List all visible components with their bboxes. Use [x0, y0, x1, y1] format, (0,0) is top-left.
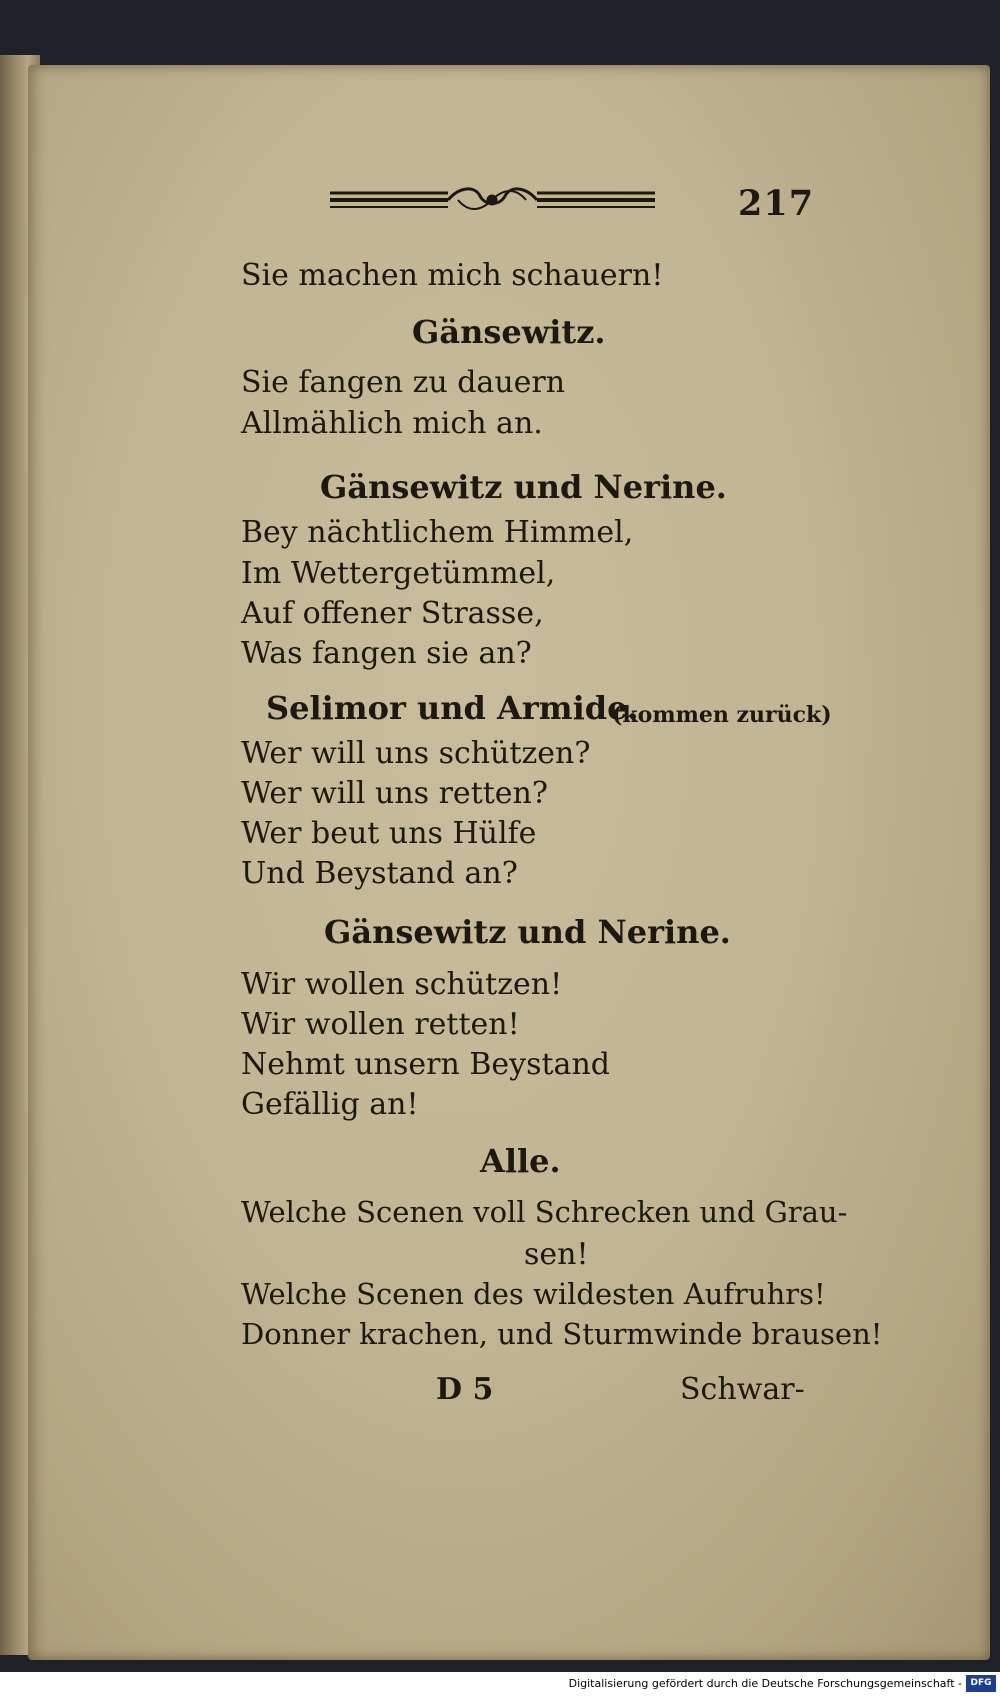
text-line: Gefällig an! — [241, 1087, 419, 1122]
text-line: Was fangen sie an? — [241, 636, 532, 671]
text-line: Im Wettergetümmel, — [241, 556, 556, 591]
text-line: Wer will uns retten? — [241, 776, 548, 811]
text-line: Allmählich mich an. — [241, 406, 543, 441]
text-line: sen! — [524, 1237, 589, 1272]
dfg-logo-icon: DFG — [966, 1675, 996, 1692]
text-line: Sie fangen zu dauern — [241, 365, 566, 400]
speaker-name: Selimor und Armide. — [266, 689, 639, 727]
text-line: Und Beystand an? — [241, 856, 518, 891]
text-line: Wer beut uns Hülfe — [241, 816, 537, 851]
text-line: Donner krachen, und Sturmwinde brausen! — [241, 1317, 883, 1351]
text-line: Welche Scenen voll Schrecken und Grau- — [241, 1195, 848, 1229]
stage-direction: (kommen zurück) — [612, 702, 832, 728]
catchword: Schwar- — [680, 1372, 805, 1407]
text-line: Nehmt unsern Beystand — [241, 1047, 610, 1082]
funding-credit: Digitalisierung gefördert durch die Deutsche Forschungsgemeinschaft - — [568, 1677, 962, 1690]
text-line: Wer will uns schützen? — [241, 736, 591, 771]
ornament-icon — [330, 182, 655, 218]
speaker-name: Alle. — [480, 1142, 561, 1180]
text-line: Bey nächtlichem Himmel, — [241, 515, 634, 550]
text-line: Wir wollen retten! — [241, 1007, 520, 1042]
speaker-name: Gänsewitz. — [412, 313, 606, 351]
page-number: 217 — [738, 183, 815, 224]
text-line: Sie machen mich schauern! — [241, 258, 664, 293]
text-line: Auf offener Strasse, — [241, 596, 544, 631]
speaker-name: Gänsewitz und Nerine. — [324, 913, 731, 951]
speaker-name: Gänsewitz und Nerine. — [320, 468, 727, 506]
text-line: Wir wollen schützen! — [241, 967, 563, 1002]
text-line: Welche Scenen des wildesten Aufruhrs! — [241, 1277, 826, 1311]
signature-mark: D 5 — [436, 1372, 494, 1407]
